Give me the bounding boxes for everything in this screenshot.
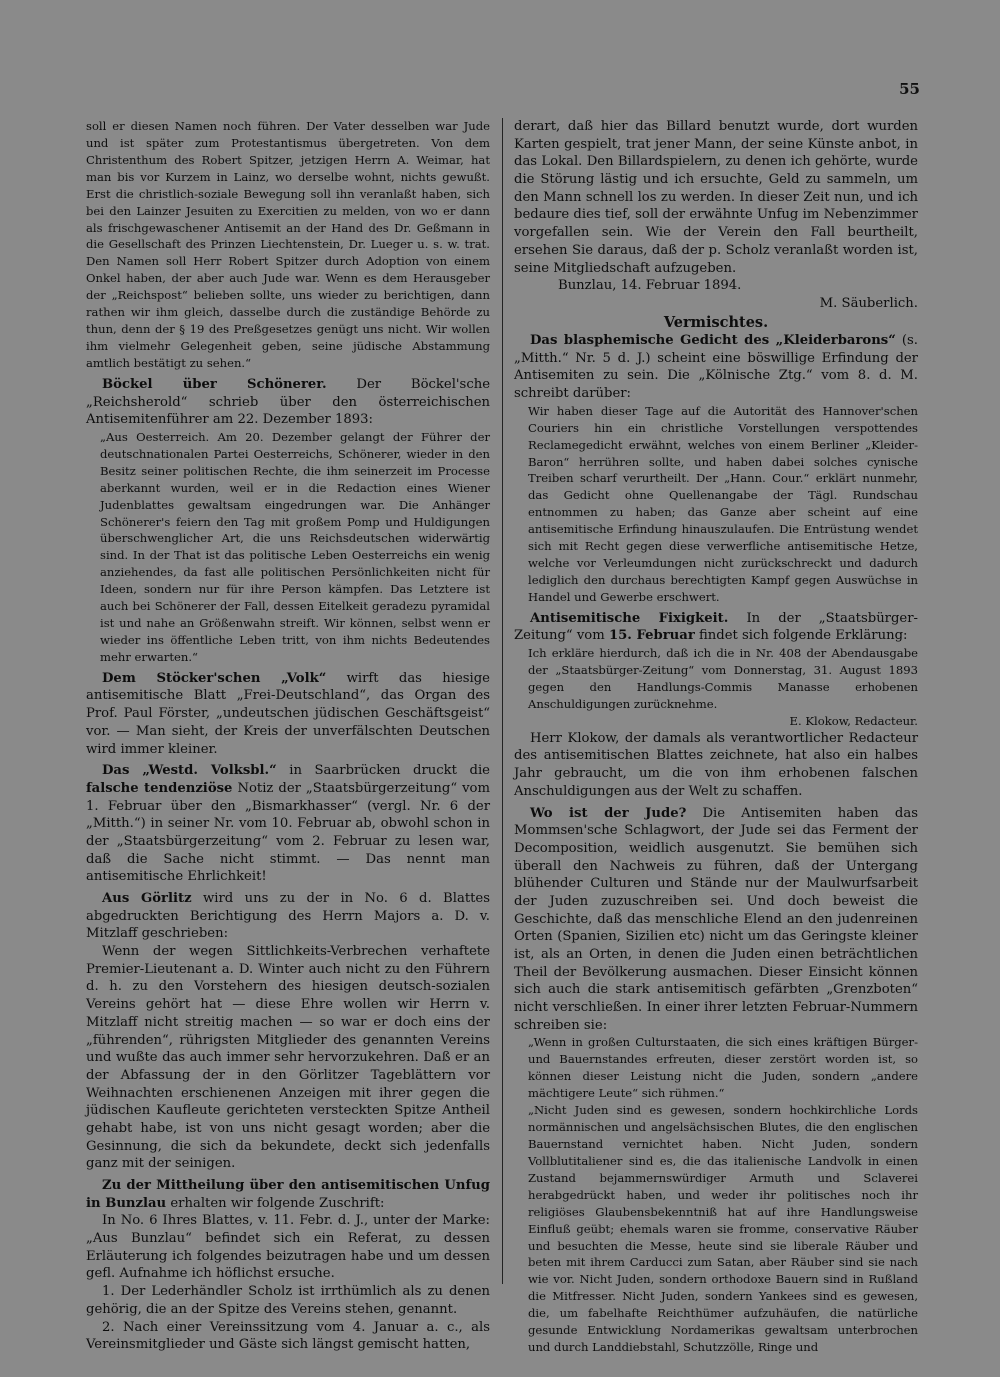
paragraph-jude — [514, 805, 918, 1035]
quote-reichsherold: „Aus Oesterreich. Am 20. Dezember gelangt der Führer der deutschnationalen Partei Oesterreichs, Schönerer, wieder in den Besitz seiner politischen Rechte, die ihm seinerzeit im Processe aberkannt wurden, weil er in die Redaction eines Wiener Judenblattes gewaltsam eingedrungen war. Die Anhänger Schönerer's feiern den Tag mit großem Pomp und Huldigungen überschwenglicher Art, die uns Reichsdeutschen widerwärtig sind. In der That ist das politische Leben Oesterreichs ein wenig anziehendes, da fast alle politischen Persönlichkeiten nicht für Ideen, sondern nur für ihre Person kämpfen. Das Letztere ist auch bei Schönerer der Fall, dessen Eitelkeit geradezu pyramidal ist und nahe an Größenwahn streift. Wir können, selbst wenn er wieder ins öffentliche Leben tritt, von ihm nichts Bedeutendes mehr erwarten.“ — [100, 429, 490, 664]
text-fixigkeit-date: 15. Februar — [608, 628, 695, 644]
paragraph-point-1: 1. Der Lederhändler Scholz ist irrthümlich als zu denen gehörig, die an der Spitze des Vereins stehen, genannt. — [86, 1284, 490, 1317]
text-westd-a: in Saarbrücken druckt die — [289, 763, 490, 779]
heading-stoecker: Dem Stöcker'schen „Volk“ — [102, 670, 327, 686]
text-bunzlau: erhalten wir folgende Zuschrift: — [170, 1195, 385, 1211]
quote-grenzboten-1: „Wenn in großen Culturstaaten, die sich eines kräftigen Bürger- und Bauernstandes erfreuten, dieser zerstört worden ist, so können dieser Leistung nicht die Juden, sondern „andere mächtigere Leute“ sich rühmen.“ — [528, 1035, 918, 1101]
section-title: Vermischtes. — [663, 313, 769, 331]
quote-erklaerung-signature: E. Klokow, Redacteur. — [789, 713, 918, 728]
quote-erklaerung: Ich erkläre hierdurch, daß ich die in Nr. 408 der Abendausgabe der „Staatsbürger-Zeitung“ vom Donnerstag, 31. August 1893 gegen den Handlungs-Commis Manasse erhobenen Anschuldigungen zurücknehme. — [528, 646, 918, 711]
paragraph-point-2: 2. Nach einer Vereinssitzung vom 4. Januar a. c., als Vereinsmitglieder und Gäste sich längst gemischt hatten, — [86, 1319, 490, 1353]
paragraph-westd — [86, 762, 490, 886]
paragraph-boeckel — [86, 376, 490, 429]
heading-kleiderbaron: Das blasphemische Gedicht des „Kleiderbarons“ — [530, 332, 896, 348]
right-column — [514, 118, 918, 1356]
letter-date: Bunzlau, 14. Februar 1894. — [558, 278, 742, 294]
paragraph-goerlitz — [86, 890, 490, 943]
paragraph-billard: derart, daß hier das Billard benutzt wurde, dort wurden Karten gespielt, trat jener Mann, der seine Künste anbot, in das Lokal. Den Billardspielern, zu denen ich gehörte, wurde die Störung lästig und ich ersuchte, Geld zu sammeln, um den Mann schnell los zu werden. In dieser Zeit nun, und ich bedaure dies tief, soll der erwähnte Unfug im Nebenzimmer vorgefallen sein. Wie der Verein den Fall beurtheilt, ersehen Sie daraus, daß der p. Scholz veranlaßt worden ist, seine Mitgliedschaft aufzugeben. — [514, 119, 918, 276]
paragraph-stoecker — [86, 670, 490, 758]
heading-boeckel: Böckel über Schönerer. — [102, 376, 327, 392]
quote-grenzboten-2: „Nicht Juden sind es gewesen, sondern hochkirchliche Lords normännischen und angelsächsischen Blutes, die den englischen Bauernstand vernichtet haben. Nicht Juden, sondern Vollblutitaliener sind es, die das italienische Landvolk in einen Zustand bejammernswürdiger Armuth und Sclaverei herabgedrückt haben, und weder ihr politisches noch ihr religiöses Glaubensbekenntniß hat auf ihre Handlungsweise Einfluß geübt; ehemals waren sie fromme, conservative Räuber und besuchten die Messe, heute sind sie liberale Räuber und beten mit ihrem Carducci zum Satan, aber Räuber sind sie nach wie vor. Nicht Juden, sondern orthodoxe Bauern sind in Rußland die Mitfresser. Nicht Juden, sondern Yankees sind es gewesen, die, um fabelhafte Reichthümer aufzuhäufen, die natürliche gesunde Entwicklung Nordamerikas gewaltsam unterbrochen und durch Landdiebstahl, Schutzzölle, Ringe und — [528, 1103, 918, 1355]
text-stoecker: wirft das hiesige antisemitische Blatt „Frei-Deutschland“, das Organ des Prof. Paul Förster, „undeutschen jüdischen Geschäftsgeist“ vor. — Man sieht, der Kreis der unverfälschten Deutschen wird immer kleiner. — [86, 670, 490, 757]
text-fixigkeit-a: In der „Staatsbürger-Zeitung“ vom — [514, 610, 918, 644]
text-jude: Die Antisemiten haben das Mommsen'sche Schlagwort, der Jude sei das Ferment der Decomposition, weidlich ausgenutzt. Sie bemühen sich überall den Nachweis zu führen, daß der Untergang blühender Culturen und Stände nur der Maulwurfsarbeit der Juden zuzuschreiben sei. Und doch beweist die Geschichte, daß das menschliche Elend an den judenreinen Orten (Spanien, Sizilien etc) nicht um das Geringste kleiner ist, als an Orten, in denen die Juden einen beträchtlichen Theil der Bevölkerung ausmachen. Dieser Einsicht können sich auch die stark antisemitisch gefärbten „Grenzboten“ nicht verschließen. In einer ihrer letzten Februar-Nummern schreiben sie: — [514, 805, 918, 1033]
paragraph-zuschrift: In No. 6 Ihres Blattes, v. 11. Febr. d. J., unter der Marke: „Aus Bunzlau“ befindet sich ein Referat, zu dessen Erläuterung ich folgendes beizutragen habe und um dessen gefl. Aufnahme ich höflichst ersuche. — [86, 1213, 490, 1282]
left-column — [86, 118, 490, 1354]
paragraph-kleiderbaron — [514, 332, 918, 403]
letter-signature: M. Säuberlich. — [819, 295, 918, 311]
heading-bunzlau: Zu der Mittheilung über den antisemitischen Unfug in Bunzlau — [86, 1178, 490, 1211]
text-kleiderbaron: (s. „Mitth.“ Nr. 5 d. J.) scheint eine böswillige Erfindung der Antisemiten zu sein. Die „Kölnische Ztg.“ vom 8. d. M. schreibt darüber: — [514, 332, 918, 402]
column-divider — [502, 118, 503, 1284]
text-boeckel: Der Böckel'sche „Reichsherold“ schrieb über den österreichischen Antisemitenführer am 22. Dezember 1893: — [86, 376, 490, 428]
heading-goerlitz: Aus Görlitz — [102, 891, 192, 907]
quote-koelnische: Wir haben dieser Tage auf die Autorität des Hannover'schen Couriers hin ein christliche Vorstellungen verspottendes Reclamegedicht erwähnt, welches von einem Berliner „Kleider-Baron“ herrühren sollte, und haben dabei solches cynische Treiben scharf verurtheilt. Der „Hann. Cour.“ erklärt nunmehr, das Gedicht ohne Quellenangabe der Tägl. Rundschau entnommen zu haben; das Ganze aber scheint auf eine antisemitische Erfindung hinauszulaufen. Die Entrüstung wendet sich mit Recht gegen diese verwerfliche antisemitische Hetze, welche vor Verleumdungen nicht zurückschreckt und dadurch lediglich den durchaus berechtigten Kampf gegen Auswüchse in Handel und Gewerbe erschwert. — [528, 403, 918, 604]
text-westd-c: Notiz der „Staatsbürgerzeitung“ vom 1. Februar über den „Bismarkhasser“ (vergl. Nr. 6 der „Mitth.“) in seiner Nr. vom 10. Februar ab, obwohl schon in der „Staatsbürgerzeitung“ vom 2. Februar zu lesen war, daß die Sache nicht stimmt. — Das nennt man antisemitische Ehrlichkeit! — [86, 780, 490, 885]
paragraph-spitzer: soll er diesen Namen noch führen. Der Vater desselben war Jude und ist später zum Protestantismus übergetreten. Von dem Christenthum des Robert Spitzer, jetzigen Herrn A. Weimar, hat man bis vor Kurzem in Lainz, wo derselbe wohnt, nichts gewußt. Erst die christlich-soziale Bewegung soll ihn veranlaßt haben, sich bei den Lainzer Jesuiten zu Exercitien zu melden, von wo er dann als frischgewaschener Antisemit an der Hand des Dr. Geßmann in die Gesellschaft des Prinzen Liechtenstein, Dr. Lueger u. s. w. trat. Den Namen soll Herr Robert Spitzer durch Adoption von einem Onkel haben, der aber auch Jude war. Wenn es dem Herausgeber der „Reichspost“ belieben sollte, uns wieder zu berichtigen, dann rathen wir ihm gleich, dasselbe durch die zuständige Behörde zu thun, denn der § 19 des Preßgesetzes genügt uns nicht. Wir wollen ihm vielmehr Gelegenheit geben, seine jüdische Abstammung amtlich bestätigt zu sehen.“ — [86, 119, 490, 370]
page-number: 55 — [899, 80, 920, 98]
paragraph-fixigkeit — [514, 610, 918, 645]
paragraph-winter: Wenn der wegen Sittlichkeits-Verbrechen verhaftete Premier-Lieutenant a. D. Winter auch nicht zu den Führern d. h. zu den Vorstehern des hiesigen deutsch-sozialen Vereins gehört hat — diese Ehre wollen wir Herrn v. Mitzlaff nicht streitig machen — so war er doch eins der „führenden“, rührigsten Mitglieder des genannten Vereins und wußte das auch immer sehr hervorzukehren. Daß er an der Abfassung der in den Görlitzer Tageblättern vor Weihnachten erschienenen Anzeigen mit ihrer gegen die jüdischen Kaufleute gerichteten versteckten Spitze Antheil gehabt habe, ist von uns nicht gesagt worden; aber die Gesinnung, die sich da bekundete, deckt sich jedenfalls ganz mit der seinigen. — [86, 944, 490, 1172]
text-goerlitz: wird uns zu der in No. 6 d. Blattes abgedruckten Berichtigung des Herrn Majors a. D. v. Mitzlaff geschrieben: — [86, 891, 490, 942]
text-fixigkeit-c: findet sich folgende Erklärung: — [698, 628, 908, 644]
heading-fixigkeit: Antisemitische Fixigkeit. — [530, 610, 729, 626]
text-westd-emph: falsche tendenziöse — [86, 780, 233, 796]
heading-jude: Wo ist der Jude? — [530, 805, 687, 821]
heading-westd: Das „Westd. Volksbl.“ — [102, 763, 277, 779]
paragraph-klokow: Herr Klokow, der damals als verantwortlicher Redacteur des antisemitischen Blattes zeichnete, hat also ein halbes Jahr gebraucht, um die von ihm erhobenen falschen Anschuldigungen aus der Welt zu schaffen. — [514, 730, 918, 799]
paragraph-bunzlau — [86, 1177, 490, 1212]
